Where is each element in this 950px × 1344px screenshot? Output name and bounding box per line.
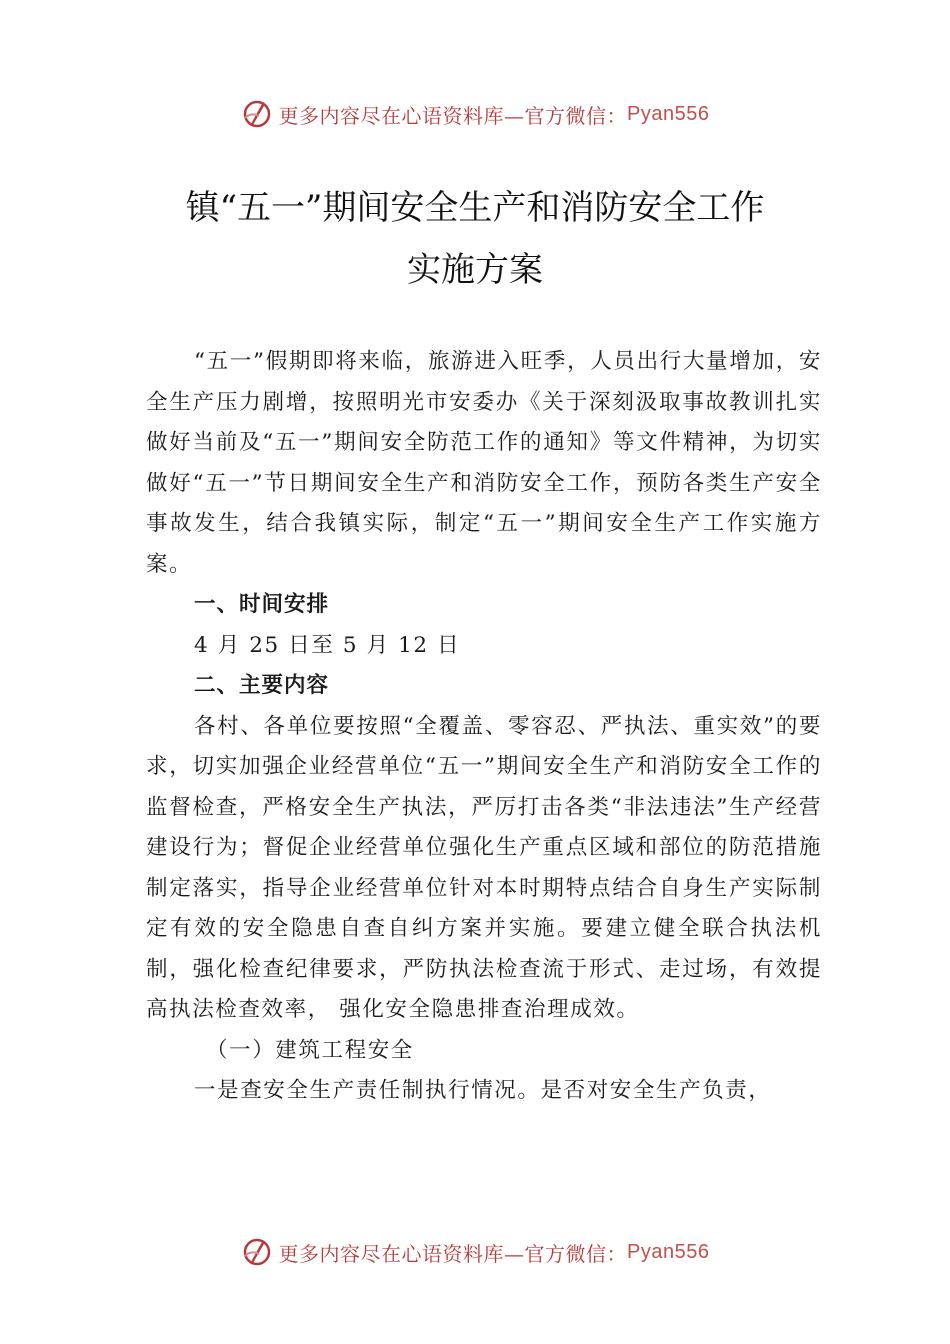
schedule-dates: 4 月 25 日至 5 月 12 日	[194, 632, 461, 658]
document-title-line2: 实施方案	[407, 250, 543, 290]
section-heading-schedule: 一、时间安排	[194, 592, 330, 617]
watermark-footer	[0, 1236, 950, 1268]
watermark-text: 更多内容尽在心语资料库—官方微信：	[278, 1241, 628, 1266]
document-body	[146, 342, 822, 1112]
subsection-heading-construction: （一）建筑工程安全	[206, 1037, 414, 1063]
quill-logo-icon	[241, 98, 273, 130]
watermark-text: 更多内容尽在心语资料库—官方微信：	[278, 103, 628, 128]
watermark-wechat-id: Pyan556	[627, 1240, 710, 1263]
main-content-paragraph: 各村、各单位要按照“全覆盖、零容忍、严执法、重实效”的要求，切实加强企业经营单位“五一”期间安全生产和消防安全工作的监督检查，严格安全生产执法，严厉打击各类“非法违法”生产经营建设行为；督促企业经营单位强化生产重点区域和部位的防范措施制定落实，指导企业经营单位针对本时期特点结合自身生产实际制定有效的安全隐患自查自纠方案并实施。要建立健全联合执法机制，强化检查纪律要求，严防执法检查流于形式、走过场，有效提高执法检查效率， 强化安全隐患排查治理成效。	[146, 713, 822, 1022]
section-heading-main-content: 二、主要内容	[194, 673, 330, 698]
intro-paragraph: “五一”假期即将来临，旅游进入旺季，人员出行大量增加，安全生产压力剧增，按照明光市安委办《关于深刻汲取事故教训扎实做好当前及“五一”期间安全防范工作的通知》等文件精神，为切实做好“五一”节日期间安全生产和消防安全工作，预防各类生产安全事故发生，结合我镇实际，制定“五一”期间安全生产工作实施方案。	[146, 349, 822, 577]
watermark-header	[0, 98, 950, 130]
document-title-line1: 镇“五一”期间安全生产和消防安全工作	[185, 188, 765, 228]
watermark-wechat-id: Pyan556	[627, 102, 710, 125]
construction-paragraph: 一是查安全生产责任制执行情况。是否对安全生产负责，	[194, 1078, 772, 1103]
quill-logo-icon	[241, 1236, 273, 1268]
